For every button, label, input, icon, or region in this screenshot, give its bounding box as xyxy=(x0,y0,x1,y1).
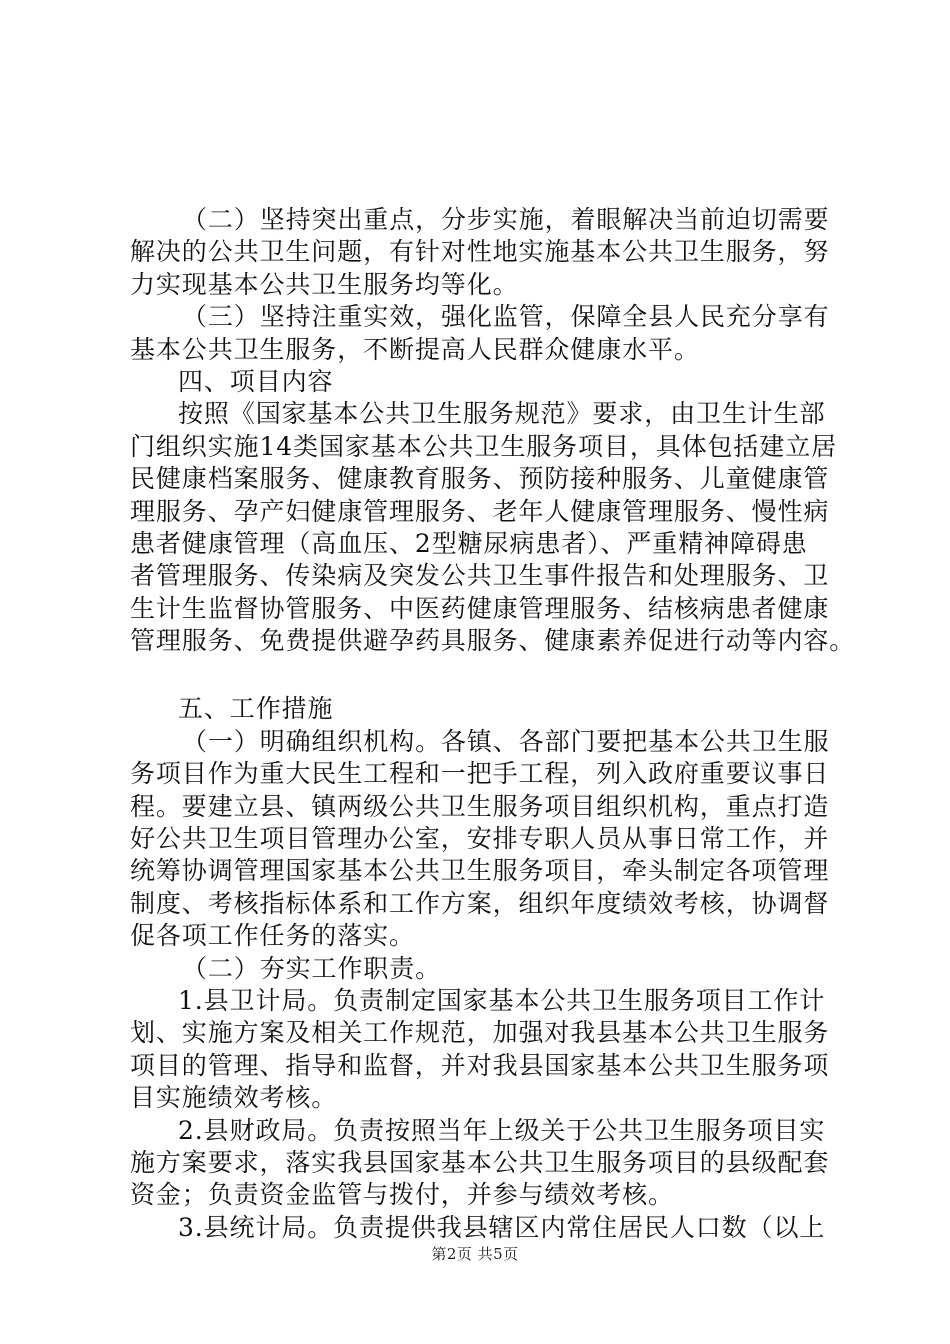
paragraph-line: 2.县财政局。负责按照当年上级关于公共卫生服务项目实 xyxy=(178,1115,826,1145)
paragraph-line: 力实现基本公共卫生服务均等化。 xyxy=(130,269,519,299)
paragraph-line: 3.县统计局。负责提供我县辖区内常住居民人口数（以上 xyxy=(178,1212,826,1242)
paragraph-line: 1.县卫计局。负责制定国家基本公共卫生服务项目工作计 xyxy=(178,985,826,1015)
paragraph-line: 项目的管理、指导和监督，并对我县国家基本公共卫生服务项 xyxy=(130,1050,830,1080)
paragraph-line: 制度、考核指标体系和工作方案，组织年度绩效考核，协调督 xyxy=(130,888,830,918)
paragraph-line: 解决的公共卫生问题，有针对性地实施基本公共卫生服务，努 xyxy=(130,237,830,267)
section-heading: 四、项目内容 xyxy=(178,366,334,396)
paragraph-spacer xyxy=(130,657,840,693)
paragraph-line: 施方案要求，落实我县国家基本公共卫生服务项目的县级配套 xyxy=(130,1147,830,1177)
paragraph-line: 理服务、孕产妇健康管理服务、老年人健康管理服务、慢性病 xyxy=(130,496,830,526)
paragraph-line: 资金；负责资金监管与拨付，并参与绩效考核。 xyxy=(130,1180,674,1210)
section-heading: 五、工作措施 xyxy=(178,694,334,724)
paragraph-line: 程。要建立县、镇两级公共卫生服务项目组织机构，重点打造 xyxy=(130,791,830,821)
paragraph-line: （三）坚持注重实效，强化监管，保障全县人民充分享有 xyxy=(182,302,830,332)
paragraph-line: 患者健康管理（高血压、2型糖尿病患者）、严重精神障碍患 xyxy=(130,528,808,558)
paragraph-line: （一）明确组织机构。各镇、各部门要把基本公共卫生服 xyxy=(182,726,830,756)
paragraph-line: 划、实施方案及相关工作规范，加强对我县基本公共卫生服务 xyxy=(130,1018,830,1048)
subsection-heading: （二）夯实工作职责。 xyxy=(182,953,442,983)
paragraph-line: 门组织实施14类国家基本公共卫生服务项目，具体包括建立居 xyxy=(130,431,838,461)
paragraph-line: 生计生监督协管服务、中医药健康管理服务、结核病患者健康 xyxy=(130,593,830,623)
paragraph-line: 促各项工作任务的落实。 xyxy=(130,921,415,951)
paragraph-line: 按照《国家基本公共卫生服务规范》要求，由卫生计生部 xyxy=(178,399,826,429)
paragraph-line: 者管理服务、传染病及突发公共卫生事件报告和处理服务、卫 xyxy=(130,561,830,591)
paragraph-line: 目实施绩效考核。 xyxy=(130,1083,338,1113)
paragraph-line: 务项目作为重大民生工程和一把手工程，列入政府重要议事日 xyxy=(130,759,830,789)
document-body xyxy=(130,204,856,1244)
paragraph-line: 好公共卫生项目管理办公室，安排专职人员从事日常工作，并 xyxy=(130,824,830,854)
paragraph-line: 统筹协调管理国家基本公共卫生服务项目，牵头制定各项管理 xyxy=(130,856,830,886)
paragraph-line: 管理服务、免费提供避孕药具服务、健康素养促进行动等内容。 xyxy=(130,626,856,656)
paragraph-line: 民健康档案服务、健康教育服务、预防接种服务、儿童健康管 xyxy=(130,464,830,494)
paragraph-line: （二）坚持突出重点，分步实施，着眼解决当前迫切需要 xyxy=(182,205,830,234)
page-footer: 第2页 共5页 xyxy=(431,1245,519,1263)
paragraph-line: 基本公共卫生服务，不断提高人民群众健康水平。 xyxy=(130,334,700,364)
